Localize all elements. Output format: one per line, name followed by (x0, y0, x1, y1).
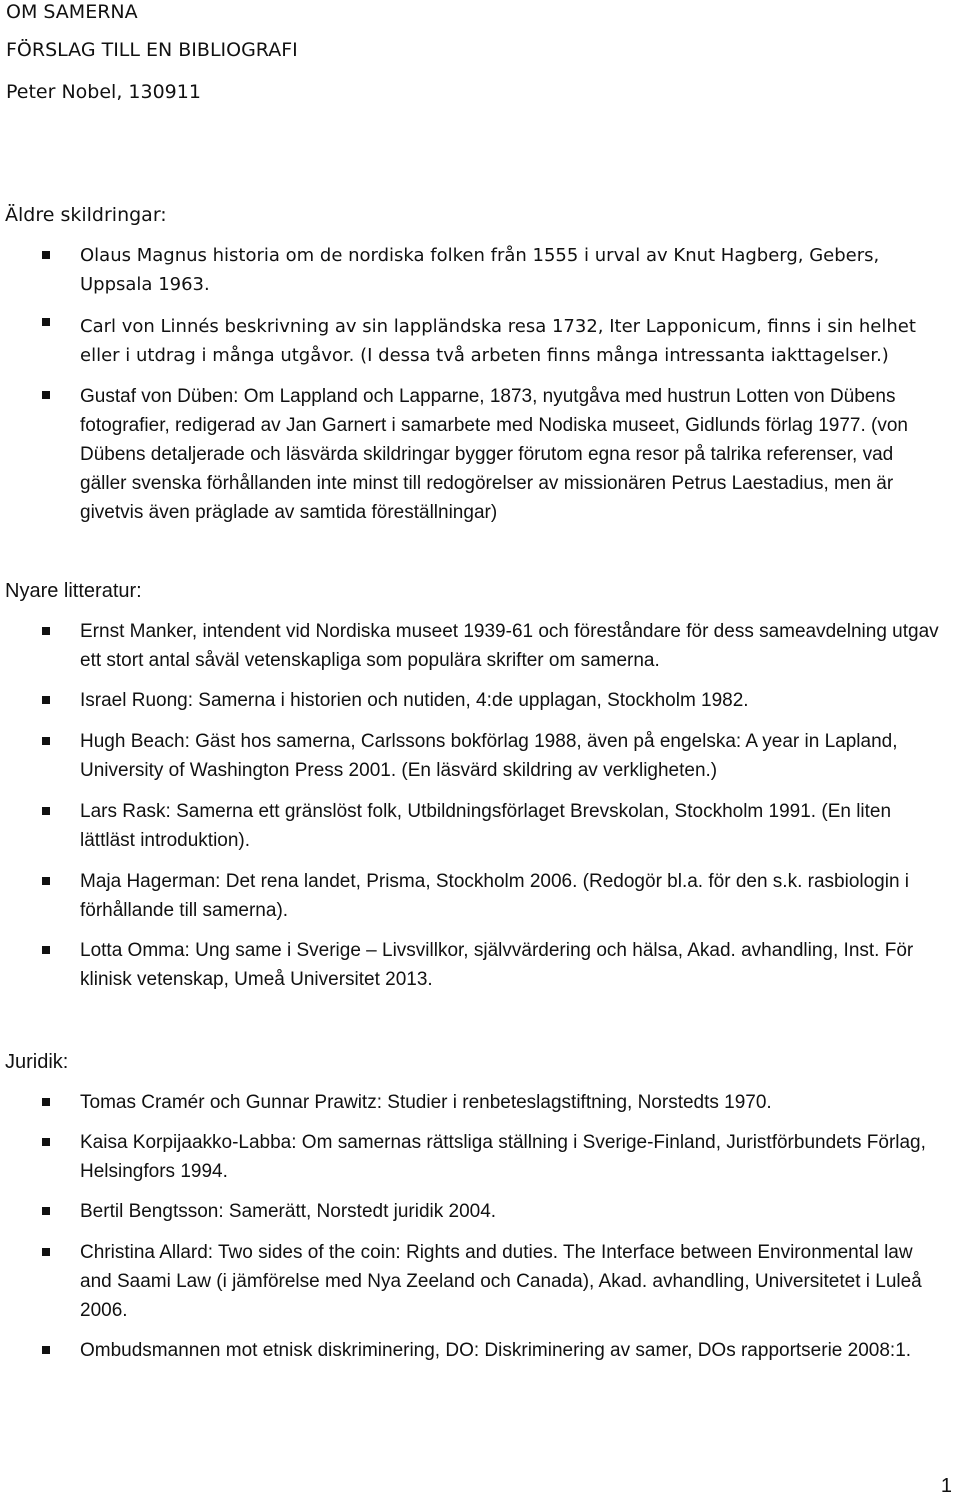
list-item: Bertil Bengtsson: Samerätt, Norstedt juridik 2004. (80, 1201, 497, 1222)
list-item: Lars Rask: Samerna ett gränslöst folk, Utbildningsförlaget Brevskolan, Stockholm 1991. (En liten lättläst introduktion). (80, 801, 892, 851)
bullet-icon (42, 251, 50, 259)
section-heading-juridik: Juridik: (5, 1051, 69, 1073)
bullet-icon (42, 1248, 50, 1256)
list-item: Gustaf von Düben: Om Lappland och Lapparne, 1873, nyutgåva med hustrun Lotten von Dübens fotografier, redigerad av Jan Garnert i samarbete med Nodiska museet, Gidlunds förlag 1977. (von Dübens detaljerade och läsvärda skildringar bygger förutom egna resor på talrika referenser, vad gäller svenska förhållanden inte minst till redogörelser av missionären Petrus Laestadius, men är givetvis även präglade av samtida föreställningar) (80, 386, 908, 523)
bullet-icon (42, 737, 50, 745)
list-item: Hugh Beach: Gäst hos samerna, Carlssons bokförlag 1988, även på engelska: A year in Lapland, University of Washington Press 2001. (En läsvärd skildring av verkligheten.) (80, 731, 898, 781)
bullet-icon (42, 318, 50, 326)
bullet-icon (42, 1207, 50, 1215)
list-item: Lotta Omma: Ung same i Sverige – Livsvillkor, självvärdering och hälsa, Akad. avhandling, Inst. För klinisk vetenskap, Umeå Universitet 2013. (80, 940, 914, 990)
document-subtitle: FÖRSLAG TILL EN BIBLIOGRAFI (6, 39, 298, 61)
list-item: Kaisa Korpijaakko-Labba: Om samernas rättsliga ställning i Sverige-Finland, Juristförbundets Förlag, Helsingfors 1994. (80, 1132, 926, 1182)
bullet-icon (42, 877, 50, 885)
list-item: Israel Ruong: Samerna i historien och nutiden, 4:de upplagan, Stockholm 1982. (80, 690, 749, 711)
list-item: Tomas Cramér och Gunnar Prawitz: Studier i renbeteslagstiftning, Norstedts 1970. (80, 1092, 772, 1113)
bullet-icon (42, 1346, 50, 1354)
bullet-icon (42, 391, 50, 399)
list-item: Carl von Linnés beskrivning av sin lappländska resa 1732, Iter Lapponicum, finns i sin helhet eller i utdrag i många utgåvor. (I dessa två arbeten finns många intressanta iakttagelser.) (80, 316, 916, 366)
list-item: Ombudsmannen mot etnisk diskriminering, DO: Diskriminering av samer, DOs rapportserie 2008:1. (80, 1340, 912, 1361)
section-heading-aldre: Äldre skildringar: (5, 204, 167, 226)
list-item: Christina Allard: Two sides of the coin: Rights and duties. The Interface between Environmental law and Saami Law (i jämförelse med Nya Zeeland och Canada), Akad. avhandling, Universitetet i Luleå 2006. (80, 1242, 922, 1321)
list-item: Ernst Manker, intendent vid Nordiska museet 1939-61 och föreståndare för dess sameavdelning utgav ett stort antal såväl vetenskapliga som populära skrifter om samerna. (80, 621, 939, 671)
bullet-icon (42, 1138, 50, 1146)
bullet-icon (42, 807, 50, 815)
document-title: OM SAMERNA (6, 1, 138, 23)
list-item: Olaus Magnus historia om de nordiska folken från 1555 i urval av Knut Hagberg, Gebers, Uppsala 1963. (80, 245, 880, 295)
bullet-icon (42, 946, 50, 954)
bullet-icon (42, 1098, 50, 1106)
author-date: Peter Nobel, 130911 (6, 81, 201, 103)
bullet-icon (42, 627, 50, 635)
section-heading-nyare: Nyare litteratur: (5, 580, 142, 602)
bullet-icon (42, 696, 50, 704)
list-item: Maja Hagerman: Det rena landet, Prisma, Stockholm 2006. (Redogör bl.a. för den s.k. rasbiologin i förhållande till samerna). (80, 871, 910, 921)
page-number: 1 (940, 1475, 952, 1497)
